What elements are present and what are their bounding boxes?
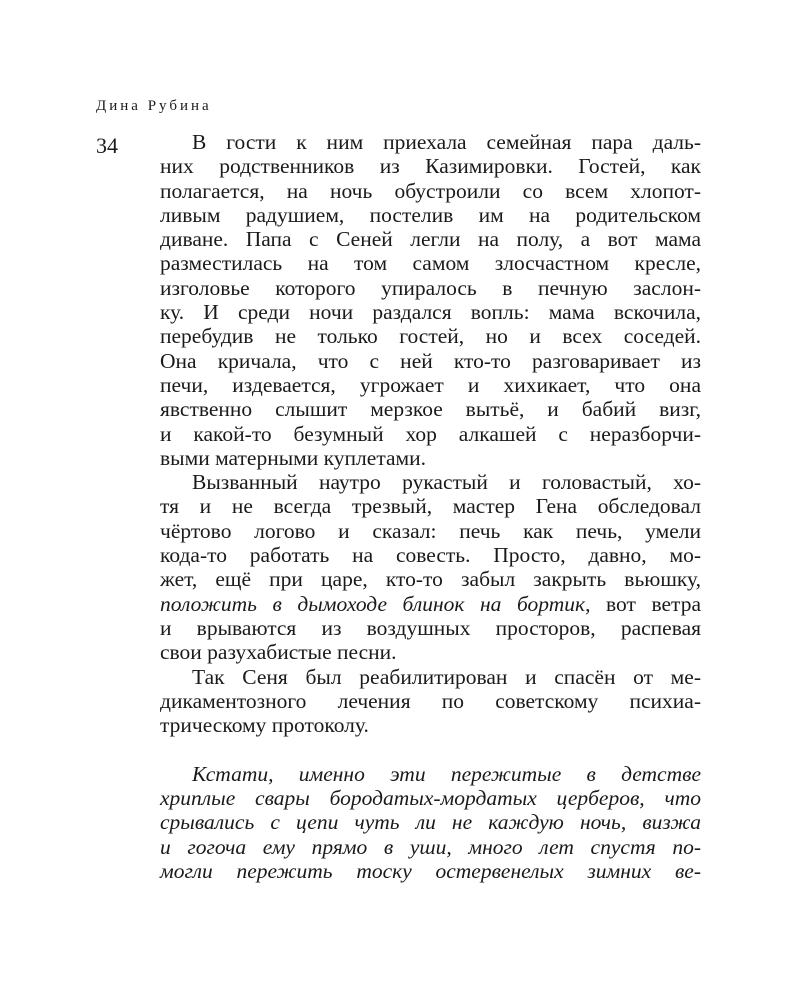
- text-line: явственно слышит мерзкое вытьё, и бабий визг,: [160, 397, 701, 422]
- page-number: 34: [96, 133, 118, 158]
- text-line: изголовье которого упиралось в печную заслон-: [160, 275, 701, 300]
- text-line: могли пережить тоску остервенелых зимних ве-: [160, 858, 701, 883]
- text-line: Кстати, именно эти пережитые в детстве: [192, 761, 701, 786]
- text-line: ливым радушием, постелив им на родительском: [160, 202, 701, 227]
- text-line: Она кричала, что с ней кто-то разговаривает из: [160, 348, 701, 373]
- text-line: и врываются из воздушных просторов, распевая: [160, 615, 701, 640]
- text-line: Так Сеня был реабилитирован и спасён от ме-: [192, 664, 701, 689]
- running-head-author: Дина Рубина: [96, 98, 212, 114]
- text-line: Вызванный наутро рукастый и головастый, хо-: [192, 470, 701, 495]
- paragraph-4-italic: [160, 762, 701, 883]
- text-line: перебудив не только гостей, но и всех соседей.: [160, 324, 701, 349]
- text-line: диване. Папа с Сеней легли на полу, а вот мама: [160, 227, 701, 252]
- text-line: разместилась на том самом злосчастном кресле,: [160, 251, 701, 276]
- text-line: чёртово логово и сказал: печь как печь, умели: [160, 518, 701, 543]
- text-line: кода-то работать на совесть. Просто, давно, мо-: [160, 543, 701, 568]
- text-line: них родственников из Казимировки. Гостей, как: [160, 154, 701, 179]
- text-line: и какой-то безумный хор алкашей с неразборчи-: [160, 421, 701, 446]
- text-line: выми матерными куплетами.: [160, 445, 427, 470]
- text-line: трическому протоколу.: [160, 713, 369, 738]
- text-line: дикаментозного лечения по советскому психиа-: [160, 688, 701, 713]
- text-fragment: , вот ветра: [585, 591, 702, 616]
- text-line: и гогоча ему прямо в уши, много лет спустя по-: [160, 834, 701, 859]
- text-line-with-italic: [160, 592, 701, 616]
- text-line: жет, ещё при царе, кто-то забыл закрыть вьюшку,: [160, 567, 701, 592]
- blank-line: [160, 737, 701, 761]
- paragraph-1: [160, 130, 701, 470]
- text-line: печи, издевается, угрожает и хихикает, что она: [160, 372, 701, 397]
- text-line: В гости к ним приехала семейная пара даль-: [192, 130, 701, 154]
- text-line: срывались с цепи чуть ли не каждую ночь, визжа: [160, 810, 701, 835]
- text-line: свои разухабистые песни.: [160, 640, 397, 665]
- text-line: тя и не всегда трезвый, мастер Гена обследовал: [160, 494, 701, 519]
- paragraph-3: [160, 665, 701, 738]
- text-line: хриплые свары бородатых-мордатых церберов, что: [160, 786, 701, 811]
- text-line: ку. И среди ночи раздался вопль: мама вскочила,: [160, 300, 701, 325]
- text-line: полагается, на ночь обустроили со всем хлопот-: [160, 178, 701, 203]
- body-text: [160, 130, 701, 883]
- paragraph-2: [160, 470, 701, 664]
- italic-phrase: положить в дымоходе блинок на бортик: [160, 591, 586, 616]
